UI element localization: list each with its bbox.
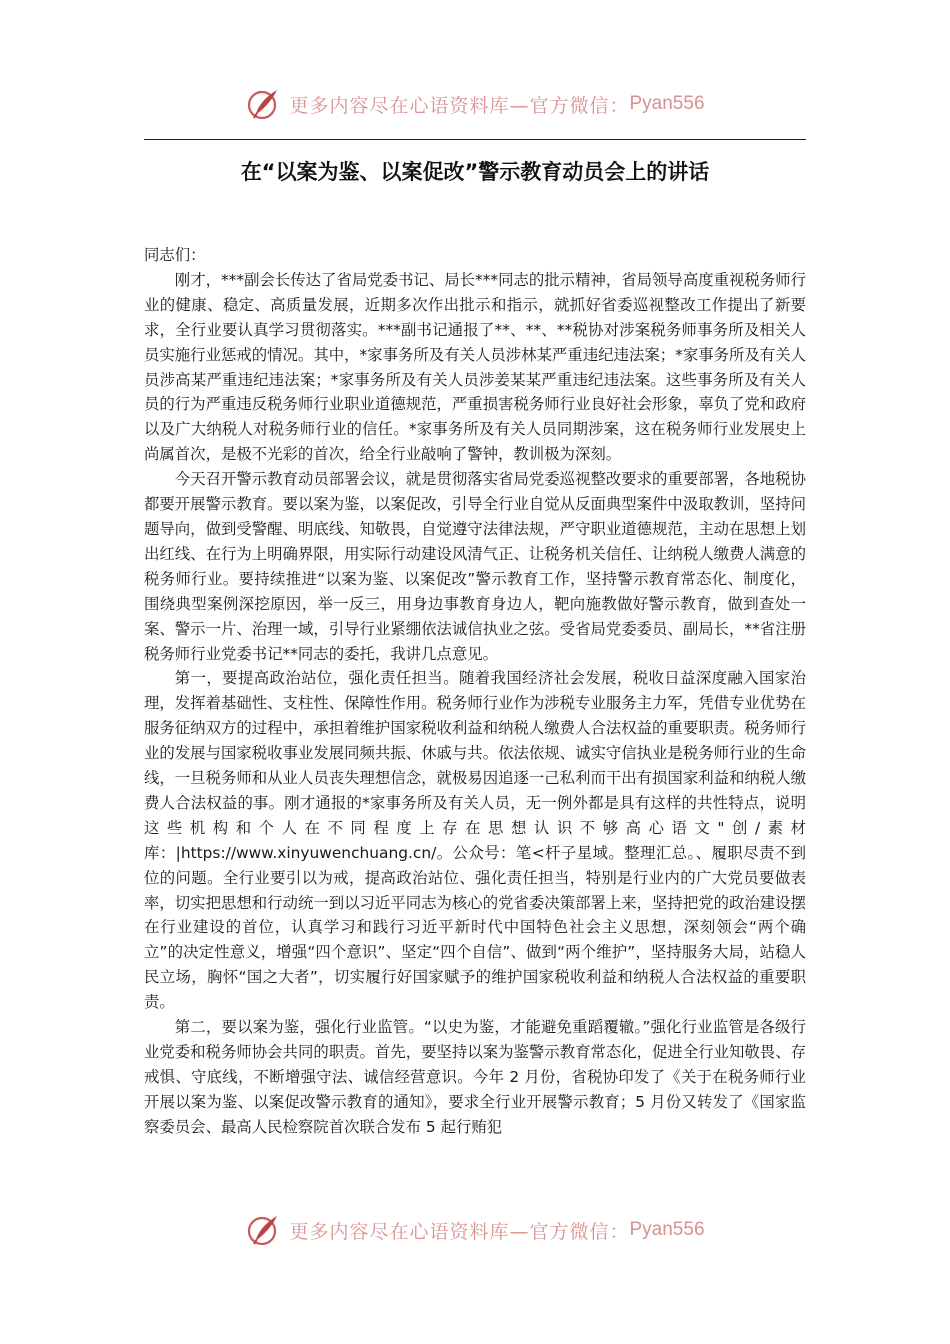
watermark-wechat-id: Pyan556 bbox=[629, 1219, 705, 1240]
watermark-wechat-id: Pyan556 bbox=[629, 93, 705, 114]
paragraph: 第一，要提高政治站位，强化责任担当。随着我国经济社会发展，税收日益深度融入国家治理，发挥着基础性、支柱性、保障性作用。税务师行业作为涉税专业服务主力军，凭借专业优势在服务征纳双方的过程中，承担着维护国家税收利益和纳税人缴费人合法权益的重要职责。税务师行业的发展与国家税收事业发展同频共振、休戚与共。依法依规、诚实守信执业是税务师行业的生命线，一旦税务师和从业人员丧失理想信念，就极易因追逐一己私利而干出有损国家利益和纳税人缴费人合法权益的事。刚才通报的*家事务所及有关人员，无一例外都是具有这样的共性特点，说明这些机构和个人在不同程度上存在思想认识不够高心语文"创/素材库：|https://www.xinyuwenchuang.cn/。公众号：笔<杆子星域。整理汇总。、履职尽责不到位的问题。全行业要引以为戒，提高政治站位、强化责任担当，特别是行业内的广大党员要做表率，切实把思想和行动统一到以习近平同志为核心的党省委决策部署上来，坚持把党的政治建设摆在行业建设的首位，认真学习和践行习近平新时代中国特色社会主义思想，深刻领会“两个确立”的决定性意义，增强“四个意识”、坚定“四个自信”、做到“两个维护”，坚持服务大局，站稳人民立场，胸怀“国之大者”，切实履行好国家赋予的维护国家税收利益和纳税人合法权益的重要职责。 bbox=[144, 669, 806, 1012]
quill-logo-icon bbox=[245, 1212, 281, 1248]
paragraph: 刚才，***副会长传达了省局党委书记、局长***同志的批示精神，省局领导高度重视税务师行业的健康、稳定、高质量发展，近期多次作出批示和指示，就抓好省委巡视整改工作提出了新要求，全行业要认真学习贯彻落实。***副书记通报了**、**、**税协对涉案税务师事务所及相关人员实施行业惩戒的情况。其中，*家事务所及有关人员涉林某严重违纪违法案；*家事务所及有关人员涉高某严重违纪违法案；*家事务所及有关人员涉姜某某严重违纪违法案。这些事务所及有关人员的行为严重违反税务师行业职业道德规范，严重损害税务师行业良好社会形象，辜负了党和政府以及广大纳税人对税务师行业的信任。*家事务所及有关人员同期涉案，这在税务师行业发展史上尚属首次，是极不光彩的首次，给全行业敲响了警钟，教训极为深刻。 bbox=[144, 270, 806, 464]
header-divider bbox=[144, 139, 806, 140]
paragraph: 第二，要以案为鉴，强化行业监管。“以史为鉴，才能避免重蹈覆辙。”强化行业监管是各级行业党委和税务师协会共同的职责。首先，要坚持以案为鉴警示教育常态化，促进全行业知敬畏、存戒惧、守底线，不断增强守法、诚信经营意识。今年 2 月份，省税协印发了《关于在税务师行业开展以案为鉴、以案促改警示教育的通知》，要求全行业开展警示教育；5 月份又转发了《国家监察委员会、最高人民检察院首次联合发布 5 起行贿犯 bbox=[144, 1018, 806, 1136]
quill-logo-icon bbox=[245, 86, 281, 122]
paragraph: 今天召开警示教育动员部署会议，就是贯彻落实省局党委巡视整改要求的重要部署，各地税协都要开展警示教育。要以案为鉴，以案促改，引导全行业自觉从反面典型案件中汲取教训，坚持问题导向，做到受警醒、明底线、知敬畏，自觉遵守法律法规，严守职业道德规范，主动在思想上划出红线、在行为上明确界限，用实际行动建设风清气正、让税务机关信任、让纳税人缴费人满意的税务师行业。要持续推进“以案为鉴、以案促改”警示教育工作，坚持警示教育常态化、制度化，围绕典型案例深挖原因，举一反三，用身边事教育身边人，靶向施教做好警示教育，做到查处一案、警示一片、治理一域，引导行业紧绷依法诚信执业之弦。受省局党委委员、副局长，**省注册税务师行业党委书记**同志的委托，我讲几点意见。 bbox=[144, 470, 806, 663]
watermark-text: 更多内容尽在心语资料库—官方微信： bbox=[289, 1220, 630, 1243]
document-body bbox=[144, 243, 806, 1140]
header-watermark bbox=[0, 82, 950, 126]
watermark-text: 更多内容尽在心语资料库—官方微信： bbox=[289, 94, 630, 117]
document-title: 在“以案为鉴、以案促改”警示教育动员会上的讲话 bbox=[240, 160, 710, 184]
footer-watermark bbox=[0, 1208, 950, 1252]
salutation: 同志们： bbox=[144, 246, 206, 264]
